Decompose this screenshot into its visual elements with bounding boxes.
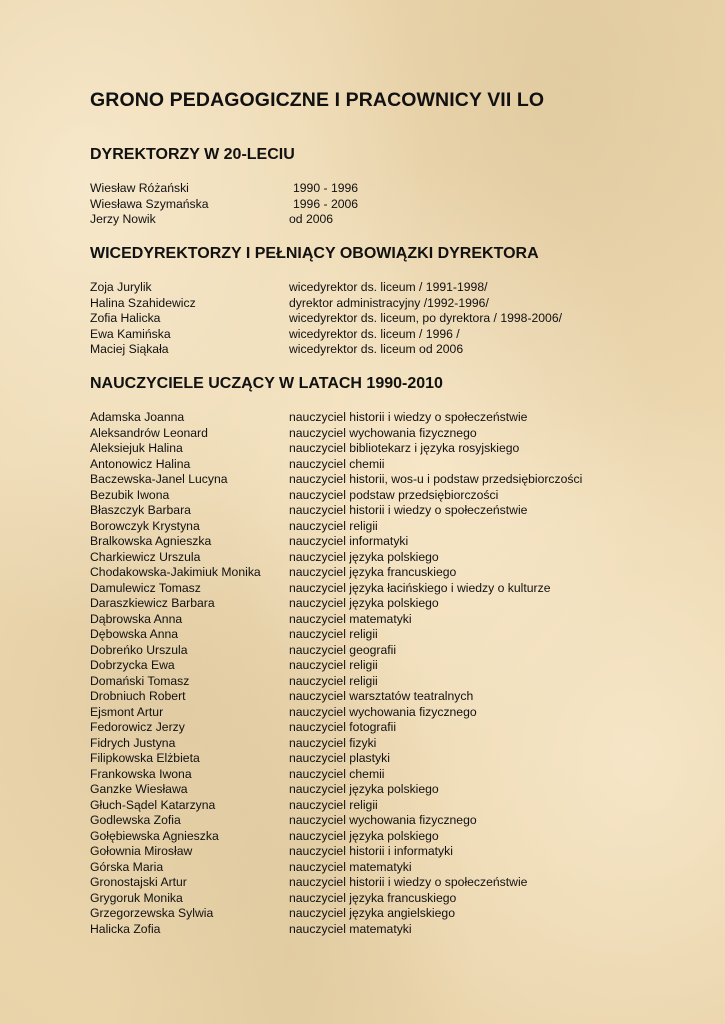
- teacher-role: nauczyciel matematyki: [289, 611, 412, 626]
- teacher-name: Ejsmont Artur: [90, 704, 164, 719]
- director-name: Wiesława Szymańska: [90, 196, 209, 211]
- teacher-name: Bralkowska Agnieszka: [90, 534, 212, 548]
- vice-director-name: Zoja Jurylik: [90, 280, 152, 294]
- teacher-role: nauczyciel fotografii: [289, 720, 397, 734]
- teacher-name: Godlewska Zofia: [90, 813, 181, 827]
- director-years: od 2006: [289, 212, 334, 226]
- teacher-role: nauczyciel geografii: [289, 642, 397, 657]
- teacher-role: nauczyciel plastyki: [289, 751, 390, 765]
- teacher-role: nauczyciel religii: [289, 627, 378, 641]
- teacher-role: nauczyciel wychowania fizycznego: [289, 425, 477, 440]
- teacher-role: nauczyciel podstaw przedsiębiorczości: [289, 487, 499, 502]
- vice-director-role: wicedyrektor ds. liceum / 1991-1998/: [289, 280, 488, 294]
- teacher-name: Chodakowska-Jakimiuk Monika: [90, 565, 261, 579]
- teacher-role: nauczyciel języka polskiego: [289, 828, 439, 843]
- teacher-name: Charkiewicz Urszula: [90, 549, 201, 564]
- teacher-role: nauczyciel wychowania fizycznego: [289, 704, 477, 719]
- teacher-role: nauczyciel informatyki: [289, 534, 409, 548]
- vice-director-role: wicedyrektor ds. liceum / 1996 /: [289, 326, 460, 341]
- teacher-name: Daraszkiewicz Barbara: [90, 596, 215, 610]
- teacher-role: nauczyciel chemii: [289, 456, 385, 471]
- vice-director-role: wicedyrektor ds. liceum od 2006: [289, 342, 464, 356]
- teacher-role: nauczyciel religii: [289, 797, 378, 812]
- teacher-role: nauczyciel fizyki: [289, 735, 377, 750]
- director-years: 1996 - 2006: [293, 196, 359, 211]
- vice-director-role: dyrektor administracyjny /1992-1996/: [289, 295, 489, 310]
- teacher-name: Górska Maria: [90, 859, 164, 874]
- teacher-role: nauczyciel matematyki: [289, 859, 412, 874]
- teacher-name: Dobreńko Urszula: [90, 642, 188, 657]
- teacher-name: Adamska Joanna: [90, 410, 185, 424]
- teacher-name: Antonowicz Halina: [90, 456, 191, 471]
- teacher-role: nauczyciel historii i wiedzy o społeczeństwie: [289, 503, 528, 517]
- teacher-name: Domański Tomasz: [90, 673, 190, 688]
- teacher-name: Aleksiejuk Halina: [90, 441, 183, 455]
- teachers-heading: NAUCZYCIELE UCZĄCY W LATACH 1990-2010: [90, 375, 443, 392]
- teacher-role: nauczyciel historii, wos-u i podstaw przedsiębiorczości: [289, 472, 583, 486]
- teacher-role: nauczyciel religii: [289, 658, 378, 672]
- teacher-name: Gronostajski Artur: [90, 875, 187, 889]
- teacher-name: Głuch-Sądel Katarzyna: [90, 797, 216, 812]
- teacher-name: Fidrych Justyna: [90, 735, 176, 750]
- teacher-role: nauczyciel warsztatów teatralnych: [289, 689, 474, 703]
- teacher-role: nauczyciel bibliotekarz i języka rosyjskiego: [289, 441, 520, 455]
- teacher-name: Filipkowska Elżbieta: [90, 751, 200, 765]
- teacher-name: Gołębiewska Agnieszka: [90, 828, 219, 843]
- teacher-name: Gołownia Mirosław: [90, 844, 193, 858]
- director-name: Wiesław Różański: [90, 181, 189, 195]
- teacher-role: nauczyciel języka polskiego: [289, 782, 439, 796]
- teacher-role: nauczyciel historii i wiedzy o społeczeństwie: [289, 875, 528, 889]
- teacher-name: Dąbrowska Anna: [90, 611, 183, 626]
- teacher-name: Aleksandrów Leonard: [90, 425, 208, 440]
- vice-director-name: Ewa Kamińska: [90, 326, 171, 341]
- vice-director-role: wicedyrektor ds. liceum, po dyrektora / 1998-2006/: [289, 311, 562, 325]
- vice-director-name: Zofia Halicka: [90, 311, 161, 325]
- teacher-role: nauczyciel języka angielskiego: [289, 906, 455, 920]
- teacher-role: nauczyciel języka francuskiego: [289, 565, 457, 579]
- vice-directors-heading: WICEDYREKTORZY I PEŁNIĄCY OBOWIĄZKI DYREKTORA: [90, 245, 539, 262]
- teacher-name: Borowczyk Krystyna: [90, 518, 200, 533]
- vice-director-name: Maciej Siąkała: [90, 342, 169, 356]
- teacher-role: nauczyciel języka polskiego: [289, 549, 439, 564]
- vice-director-name: Halina Szahidewicz: [90, 295, 196, 310]
- teacher-name: Fedorowicz Jerzy: [90, 720, 185, 734]
- teacher-name: Ganzke Wiesława: [90, 782, 188, 796]
- teacher-role: nauczyciel religii: [289, 673, 378, 688]
- teacher-name: Drobniuch Robert: [90, 689, 186, 703]
- teacher-name: Grzegorzewska Sylwia: [90, 906, 214, 920]
- teacher-name: Grygoruk Monika: [90, 890, 183, 905]
- teacher-role: nauczyciel historii i wiedzy o społeczeństwie: [289, 410, 528, 424]
- teacher-role: nauczyciel wychowania fizycznego: [289, 813, 477, 827]
- teacher-role: nauczyciel języka francuskiego: [289, 890, 457, 905]
- teacher-role: nauczyciel matematyki: [289, 921, 412, 936]
- document-title: GRONO PEDAGOGICZNE I PRACOWNICY VII LO: [90, 89, 545, 111]
- teacher-name: Baczewska-Janel Lucyna: [90, 472, 228, 486]
- teacher-role: nauczyciel języka polskiego: [289, 596, 439, 610]
- teacher-name: Dobrzycka Ewa: [90, 658, 175, 672]
- teacher-role: nauczyciel historii i informatyki: [289, 844, 453, 858]
- director-years: 1990 - 1996: [293, 181, 359, 195]
- teacher-name: Dębowska Anna: [90, 627, 179, 641]
- directors-heading: DYREKTORZY W 20-LECIU: [90, 146, 295, 163]
- teacher-name: Błaszczyk Barbara: [90, 503, 191, 517]
- teacher-role: nauczyciel chemii: [289, 766, 385, 781]
- teacher-name: Halicka Zofia: [90, 921, 161, 936]
- teacher-name: Frankowska Iwona: [90, 766, 192, 781]
- director-name: Jerzy Nowik: [90, 212, 156, 226]
- teacher-role: nauczyciel religii: [289, 518, 378, 533]
- teacher-role: nauczyciel języka łacińskiego i wiedzy o kulturze: [289, 580, 551, 595]
- teacher-name: Bezubik Iwona: [90, 487, 170, 502]
- teacher-name: Damulewicz Tomasz: [90, 580, 201, 595]
